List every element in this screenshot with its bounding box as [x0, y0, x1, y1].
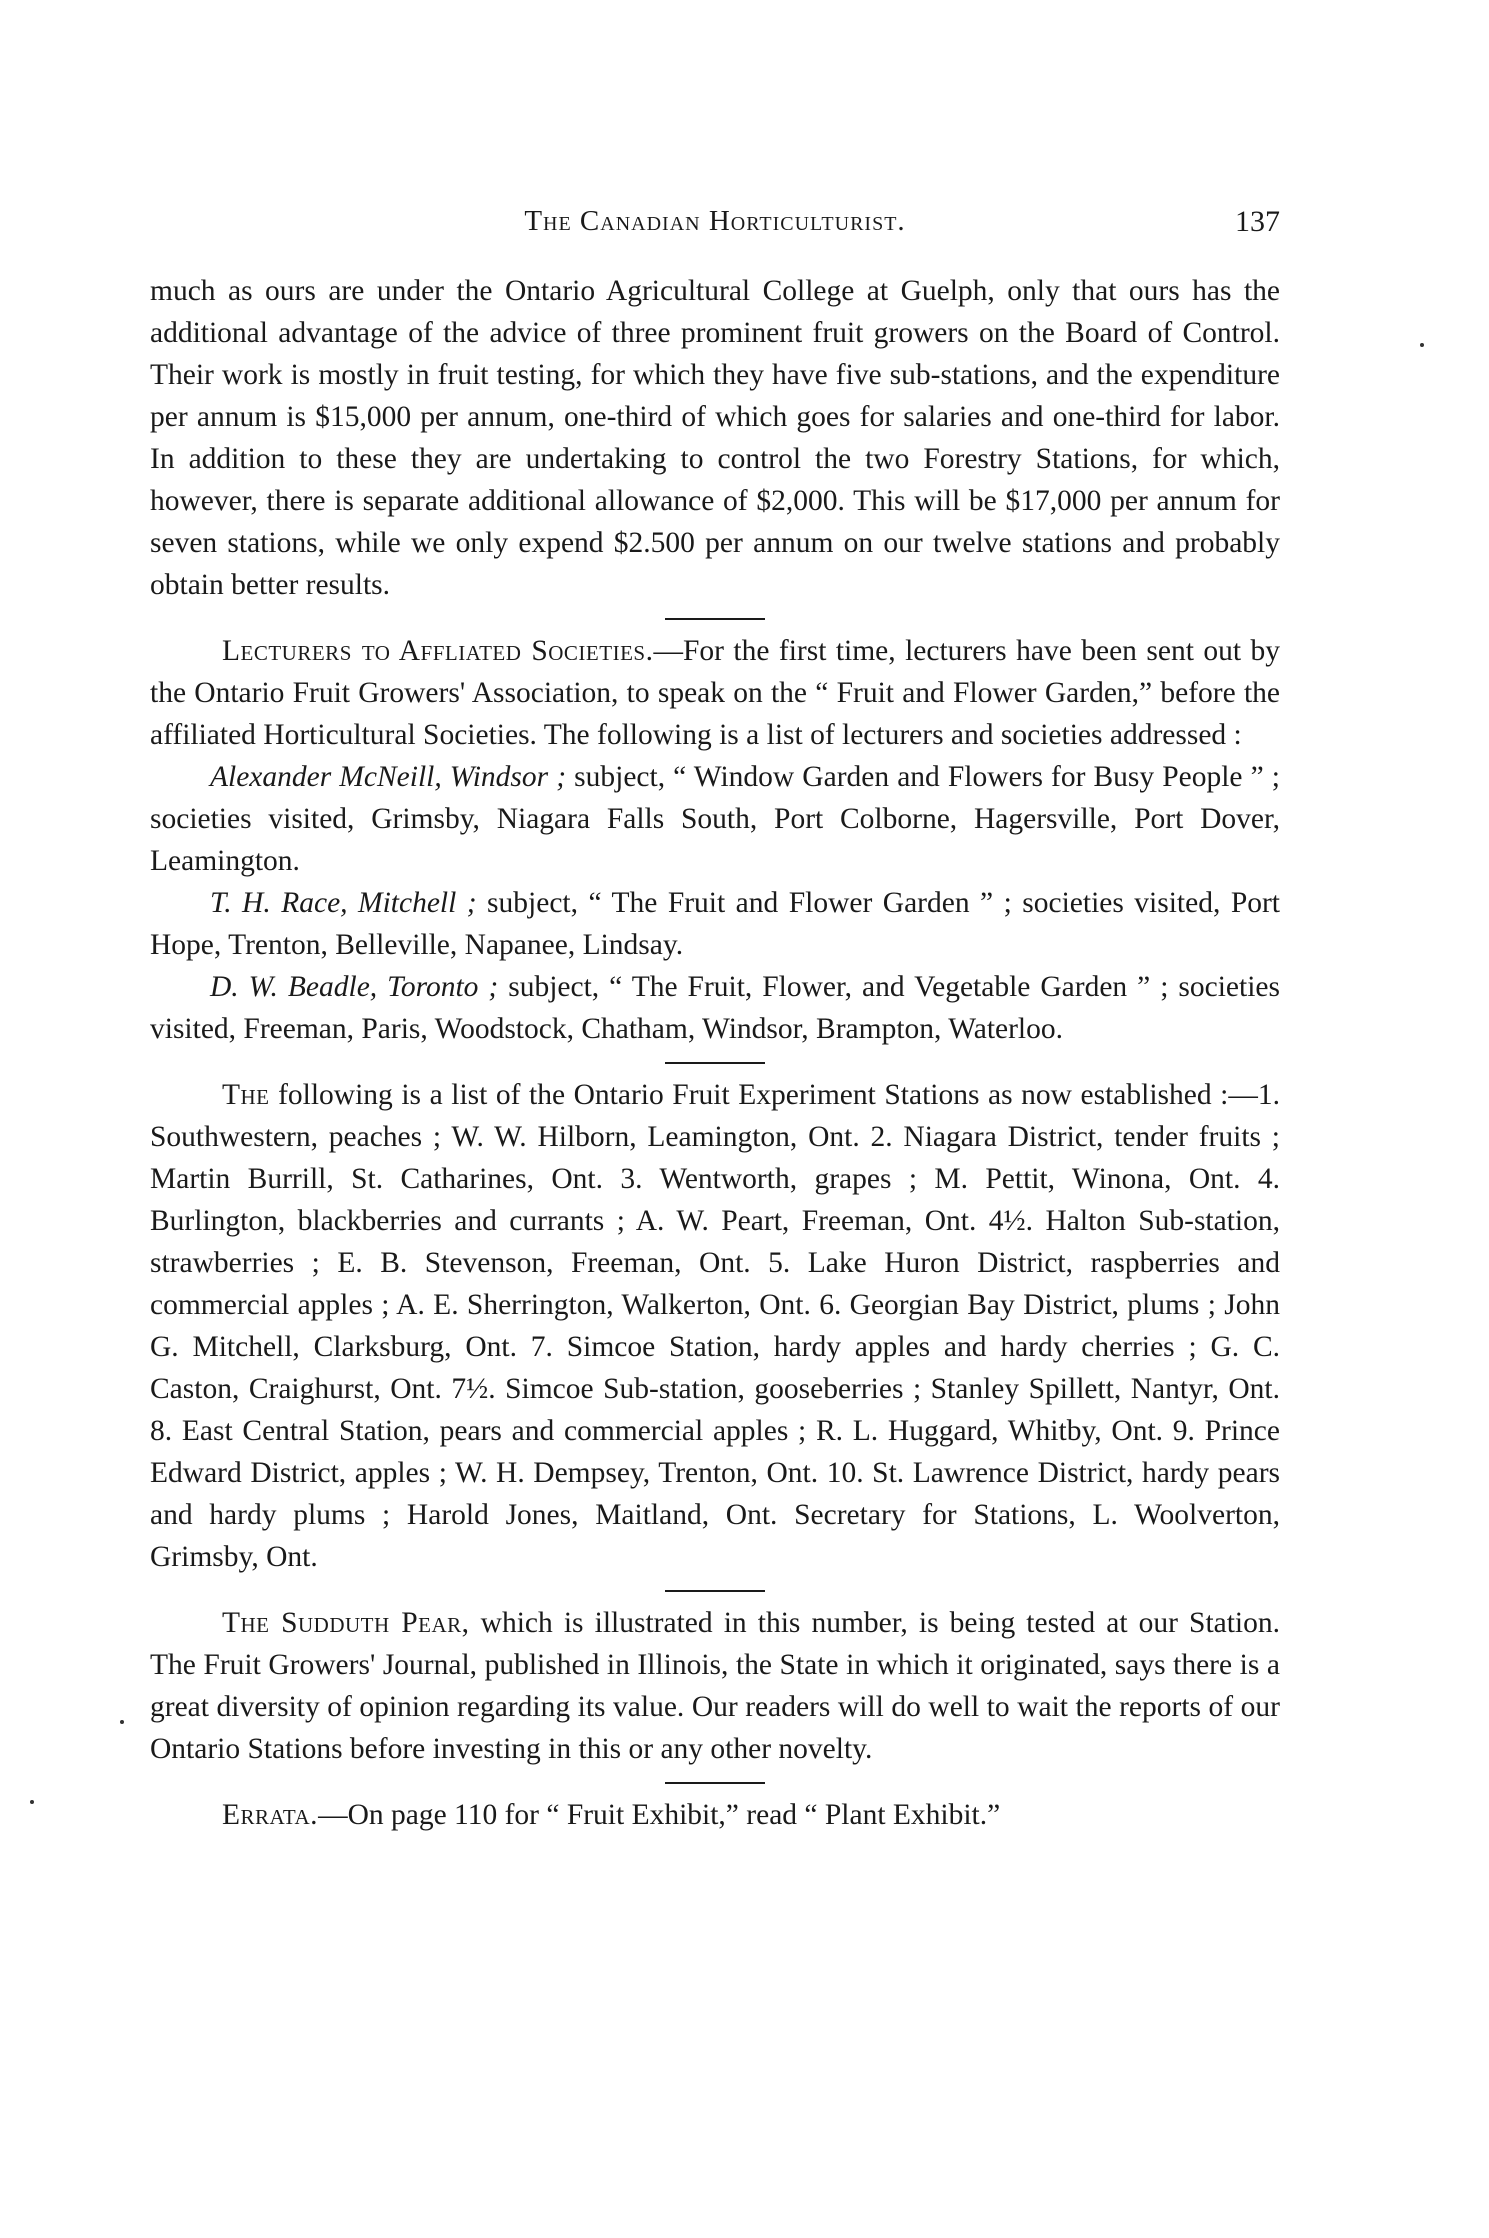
- lecturer-entry: [150, 966, 1280, 1050]
- paragraph-lecturers-intro: [150, 630, 1280, 756]
- paragraph-stations-comparison: much as ours are under the Ontario Agricultural College at Guelph, only that ours has the additional advantage of the advice of three prominent fruit growers on the Board of Control. Their work is mostly in fruit testing, for which they have five sub-stations, and the expenditure per annum is $15,000 per annum, one-third of which goes for salaries and one-third for labor. In addition to these they are undertaking to control the two Forestry Stations, for which, however, there is separate additional allowance of $2,000. This will be $17,000 per annum for seven stations, while we only expend $2.500 per annum on our twelve stations and probably obtain better results.: [150, 275, 1280, 601]
- section-divider: [665, 1782, 765, 1784]
- page-number: 137: [1235, 205, 1280, 238]
- lecturer-details: subject, “ The Fruit and Flower Garden ” ; societies visited, Port Hope, Trenton, Belleville, Napanee, Lindsay.: [150, 887, 1280, 961]
- lecturer-details: subject, “ The Fruit, Flower, and Vegetable Garden ” ; societies visited, Freeman, Paris, Woodstock, Chatham, Windsor, Brampton, Waterloo.: [150, 971, 1280, 1045]
- lecturer-entry: [150, 756, 1280, 882]
- lecturer-details: subject, “ Window Garden and Flowers for Busy People ” ; societies visited, Grimsby, Niagara Falls South, Port Colborne, Hagersville, Port Dover, Leamington.: [150, 761, 1280, 877]
- sudduth-heading: The Sudduth Pear,: [222, 1607, 470, 1639]
- lecturers-intro-text: —For the first time, lecturers have been sent out by the Ontario Fruit Growers' Association, to speak on the “ Fruit and Flower Garden,” before the affiliated Horticultural Societies. The following is a list of lecturers and societies addressed :: [150, 635, 1280, 751]
- stations-text: following is a list of the Ontario Fruit Experiment Stations as now established :—1. Southwestern, peaches ; W. W. Hilborn, Leamington, Ont. 2. Niagara District, tender fruits ; Martin Burrill, St. Catharines, Ont. 3. Wentworth, grapes ; M. Pettit, Winona, Ont. 4. Burlington, blackberries and currants ; A. W. Peart, Freeman, Ont. 4½. Halton Sub-station, strawberries ; E. B. Stevenson, Freeman, Ont. 5. Lake Huron District, raspberries and commercial apples ; A. E. Sherrington, Walkerton, Ont. 6. Georgian Bay District, plums ; John G. Mitchell, Clarksburg, Ont. 7. Simcoe Station, hardy apples and hardy cherries ; G. C. Caston, Craighurst, Ont. 7½. Simcoe Sub-station, gooseberries ; Stanley Spillett, Nantyr, Ont. 8. East Central Station, pears and commercial apples ; R. L. Huggard, Whitby, Ont. 9. Prince Edward District, apples ; W. H. Dempsey, Trenton, Ont. 10. St. Lawrence District, hardy pears and hardy plums ; Harold Jones, Maitland, Ont. Secretary for Stations, L. Woolverton, Grimsby, Ont.: [150, 1079, 1280, 1573]
- section-divider: [665, 1590, 765, 1592]
- paragraph-sudduth-pear: [150, 1602, 1280, 1770]
- paragraph-experiment-stations: [150, 1074, 1280, 1578]
- running-title: The Canadian Horticulturist.: [524, 205, 906, 237]
- stray-mark: [120, 1720, 124, 1724]
- stray-mark: [1420, 343, 1424, 347]
- paragraph-errata: [150, 1794, 1280, 1836]
- lecturers-heading: Lecturers to Affliated Societies.: [222, 635, 654, 667]
- section-divider: [665, 618, 765, 620]
- stations-lead: The: [222, 1079, 270, 1111]
- errata-heading: Errata.: [222, 1799, 319, 1831]
- sudduth-text: which is illustrated in this number, is being tested at our Station. The Fruit Growers' Journal, published in Illinois, the State in which it originated, says there is a great diversity of opinion regarding its value. Our readers will do well to wait the reports of our Ontario Stations before investing in this or any other novelty.: [150, 1607, 1280, 1765]
- lecturer-entry: [150, 882, 1280, 966]
- lecturer-name: D. W. Beadle, Toronto ;: [210, 971, 499, 1003]
- section-divider: [665, 1062, 765, 1064]
- lecturer-name: T. H. Race, Mitchell ;: [210, 887, 477, 919]
- stray-mark: [30, 1800, 34, 1804]
- lecturer-name: Alexander McNeill, Windsor ;: [210, 761, 567, 793]
- page-header: [150, 205, 1280, 255]
- errata-text: —On page 110 for “ Fruit Exhibit,” read “ Plant Exhibit.”: [318, 1799, 1001, 1831]
- article-body: [150, 270, 1280, 1836]
